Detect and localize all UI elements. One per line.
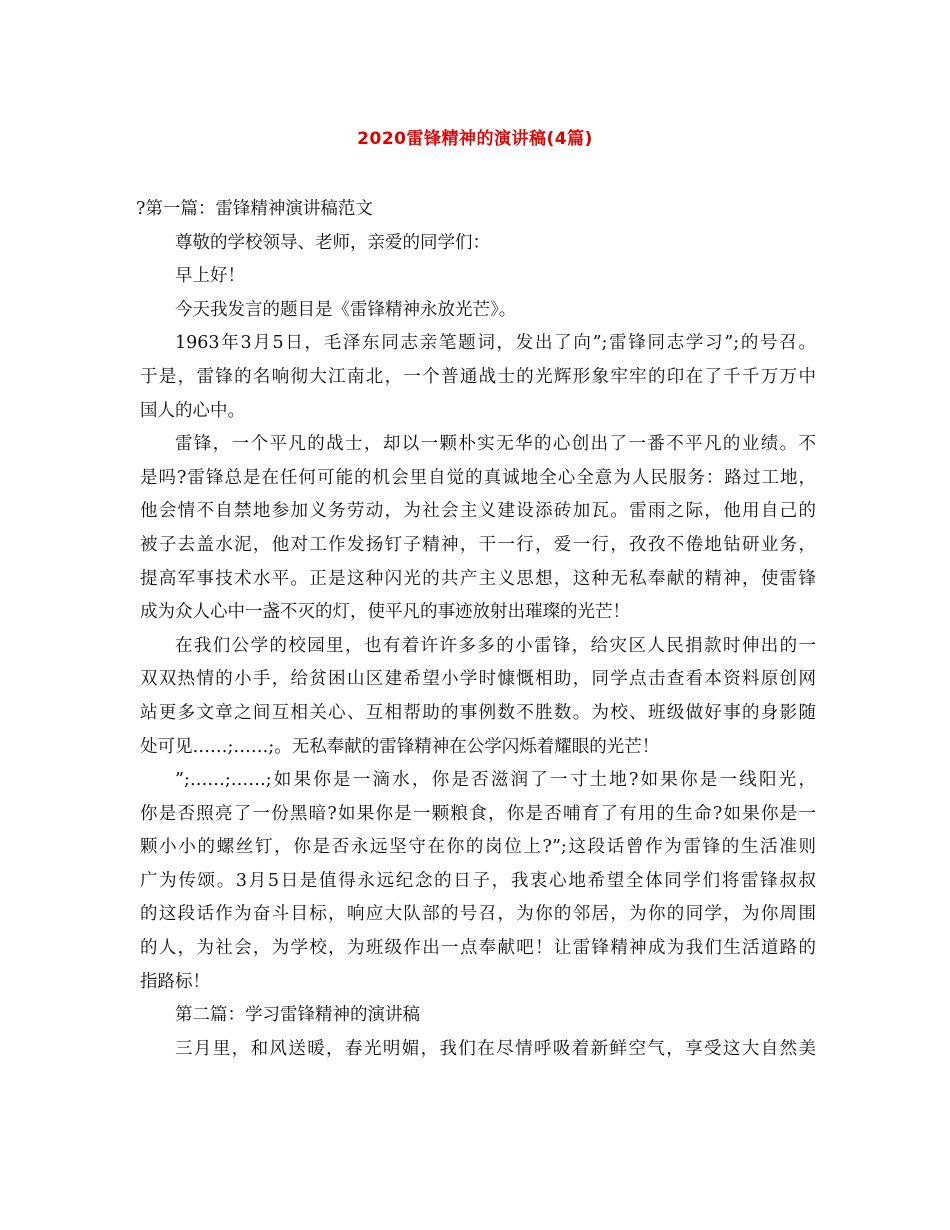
text-line: 在我们公学的校园里，也有着许许多多的小雷锋，给灾区人民捐款时伸出的一 [175,635,816,656]
text-line: 成为众人心中一盏不灭的灯，使平凡的事迹放射出璀璨的光芒！ [140,602,630,623]
text-line: 广为传颂。3月5日是值得永远纪念的日子，我衷心地希望全体同学们将雷锋叔叔 [140,870,816,891]
text-line: 今天我发言的题目是《雷锋精神永放光芒》。 [175,299,517,320]
text-line: 早上好！ [175,266,245,287]
document-title: 2020雷锋精神的演讲稿(4篇) [357,129,593,149]
text-line: ?第一篇：雷锋精神演讲稿范文 [136,199,373,219]
text-line: 1963年3月5日，毛泽东同志亲笔题词，发出了向”;雷锋同志学习”;的号召。 [175,333,816,354]
text-line: 站更多文章之间互相关心、互相帮助的事例数不胜数。为校、班级做好事的身影随 [140,702,816,723]
text-line: 颗小小的螺丝钉，你是否永远坚守在你的岗位上?”;这段话曾作为雷锋的生活准则 [140,837,816,858]
text-line: 双双热情的小手，给贫困山区建希望小学时慷慨相助，同学点击查看本资料原创网 [140,669,816,690]
text-line: 你是否照亮了一份黑暗?如果你是一颗粮食，你是否哺育了有用的生命?如果你是一 [140,803,816,824]
text-line: 提高军事技术水平。正是这种闪光的共产主义思想，这种无私奉献的精神，使雷锋 [140,568,816,589]
text-line: ”;……;……;如果你是一滴水，你是否滋润了一寸土地?如果你是一线阳光， [175,770,816,791]
text-line: 处可见……;……;。无私奉献的雷锋精神在公学闪烁着耀眼的光芒！ [140,736,660,757]
text-line: 于是，雷锋的名响彻大江南北，一个普通战士的光辉形象牢牢的印在了千千万万中 [140,366,816,387]
text-line: 被子去盖水泥，他对工作发扬钉子精神，干一行，爱一行，孜孜不倦地钻研业务， [140,534,816,555]
text-line: 国人的心中。 [140,400,245,421]
text-line: 尊敬的学校领导、老师，亲爱的同学们： [175,232,490,253]
text-line: 第二篇：学习雷锋精神的演讲稿 [175,1005,420,1026]
text-line: 是吗?雷锋总是在任何可能的机会里自觉的真诚地全心全意为人民服务：路过工地， [140,467,816,488]
text-line: 的这段话作为奋斗目标，响应大队部的号召，为你的邻居，为你的同学，为你周围 [140,904,816,925]
text-line: 三月里，和风送暖，春光明媚，我们在尽情呼吸着新鲜空气，享受这大自然美 [175,1038,816,1059]
text-line: 雷锋，一个平凡的战士，却以一颗朴实无华的心创出了一番不平凡的业绩。不 [175,434,816,455]
text-line: 他会情不自禁地参加义务劳动，为社会主义建设添砖加瓦。雷雨之际，他用自己的 [140,501,816,522]
text-line: 指路标！ [140,971,210,992]
text-line: 的人，为社会，为学校，为班级作出一点奉献吧！让雷锋精神成为我们生活道路的 [140,938,816,959]
document-body [136,193,816,1066]
